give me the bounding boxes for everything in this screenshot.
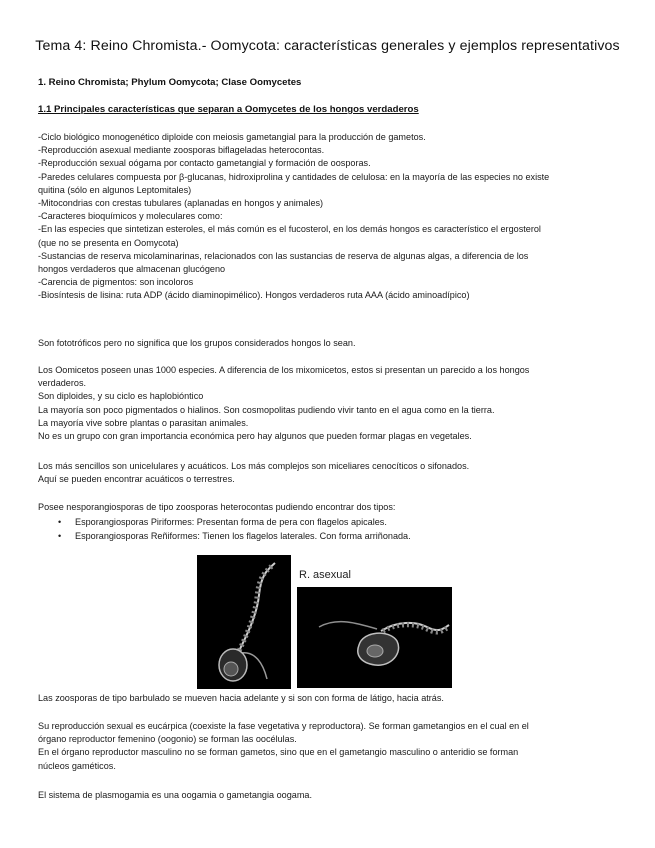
paragraph-sencillos: [38, 460, 620, 486]
zoospore-piriform-image: [197, 555, 291, 689]
bullet-icon: •: [58, 517, 62, 527]
feature-line: -Ciclo biológico monogenético diploide con meiosis gametangial para la producción de gametos.: [38, 132, 426, 142]
feature-line: -Reproducción sexual oógama por contacto gametangial y formación de oosporas.: [38, 158, 371, 169]
feature-line: (que no se presenta en Oomycota): [38, 237, 179, 248]
features-list: [38, 131, 620, 303]
paragraph-oomicetos: [38, 364, 620, 443]
paragraph-fototroficos: [38, 337, 620, 350]
paragraph-line: Las zoosporas de tipo barbulado se mueven hacia adelante y si son con forma de látigo, hacia atrás.: [38, 693, 444, 703]
paragraph-line: No es un grupo con gran importancia económica pero hay algunos que pueden formar plagas en vegetales.: [38, 431, 472, 442]
list-item: [58, 515, 411, 529]
zoospore-reniform-image: [297, 587, 452, 688]
paragraph-line: El sistema de plasmogamia es una oogamia o gametangia oogama.: [38, 790, 312, 800]
document-title: Tema 4: Reino Chromista.- Oomycota: características generales y ejemplos representativos: [35, 38, 620, 54]
feature-line: -Biosíntesis de lisina: ruta ADP (ácido diaminopimélico). Hongos verdaderos ruta AAA (ácido aminoadípico): [38, 290, 470, 301]
paragraph-line: Son fototróficos pero no significa que los grupos considerados hongos lo sean.: [38, 338, 356, 348]
paragraph-line: La mayoría vive sobre plantas o parasitan animales.: [38, 417, 249, 428]
list-item-text: Esporangiosporas Reñiformes: Tienen los flagelos laterales. Con forma arriñonada.: [75, 531, 411, 541]
section-heading-1: 1. Reino Chromista; Phylum Oomycota; Clase Oomycetes: [38, 77, 302, 88]
feature-line: -Paredes celulares compuesta por β-glucanas, hidroxiprolina y cantidades de celulosa: en la mayoría de las especies no existe: [38, 171, 550, 182]
paragraph-line: verdaderos.: [38, 378, 87, 389]
bullet-icon: •: [58, 531, 62, 541]
feature-line: quitina (sólo en algunos Leptomitales): [38, 184, 192, 195]
feature-line: -Mitocondrias con crestas tubulares (aplanadas en hongos y animales): [38, 198, 324, 209]
feature-line: -Sustancias de reserva micolaminarinas, relacionados con las sustancias de reserva de algunas algas, a diferencia de los: [38, 250, 529, 261]
list-item: [58, 529, 411, 543]
paragraph-line: La mayoría son poco pigmentados o hialinos. Son cosmopolitas pudiendo vivir tanto en el agua como en la tierra.: [38, 404, 495, 415]
feature-line: -En las especies que sintetizan esteroles, el más común es el fucosterol, en los demás hongos es característico el ergosterol: [38, 224, 541, 235]
feature-line: -Carencia de pigmentos: son incoloros: [38, 277, 194, 288]
feature-line: -Reproducción asexual mediante zoosporas biflageladas heterocontas.: [38, 145, 325, 156]
paragraph-line: Aquí se pueden encontrar acuáticos o terrestres.: [38, 474, 235, 485]
paragraph-line: Su reproducción sexual es eucárpica (coexiste la fase vegetativa y reproductora). Se forman gametangios en el cual en el: [38, 721, 529, 731]
list-item-text: Esporangiosporas Piriformes: Presentan forma de pera con flagelos apicales.: [75, 517, 387, 527]
paragraph-line: Son diploides, y su ciclo es haplobióntico: [38, 391, 204, 402]
feature-line: -Caracteres bioquímicos y moleculares como:: [38, 211, 223, 222]
paragraph-line: Posee nesporangiosporas de tipo zoosporas heterocontas pudiendo encontrar dos tipos:: [38, 502, 396, 512]
paragraph-line: Los más sencillos son unicelulares y acuáticos. Los más complejos son miceliares cenocíticos o sifonados.: [38, 461, 470, 471]
paragraph-esporangiosporas: [38, 501, 620, 514]
paragraph-plasmogamia: [38, 789, 620, 802]
paragraph-line: núcleos gaméticos.: [38, 760, 116, 771]
image-caption: R. asexual: [299, 569, 351, 581]
bullet-list: [58, 515, 411, 543]
paragraph-zoosporas: [38, 692, 620, 705]
paragraph-line: órgano reproductor femenino (oogonio) se forman las oocélulas.: [38, 734, 297, 745]
section-heading-1-1: 1.1 Principales características que separan a Oomycetes de los hongos verdaderos: [38, 104, 419, 115]
feature-line: hongos verdaderos que almacenan glucógeno: [38, 264, 226, 275]
paragraph-line: Los Oomicetos poseen unas 1000 especies. A diferencia de los mixomicetos, estos si presentan un parecido a los hongos: [38, 365, 530, 375]
paragraph-line: En el órgano reproductor masculino no se forman gametos, sino que en el gametangio masculino o anteridio se forman: [38, 747, 519, 758]
paragraph-reproduccion: [38, 720, 620, 773]
